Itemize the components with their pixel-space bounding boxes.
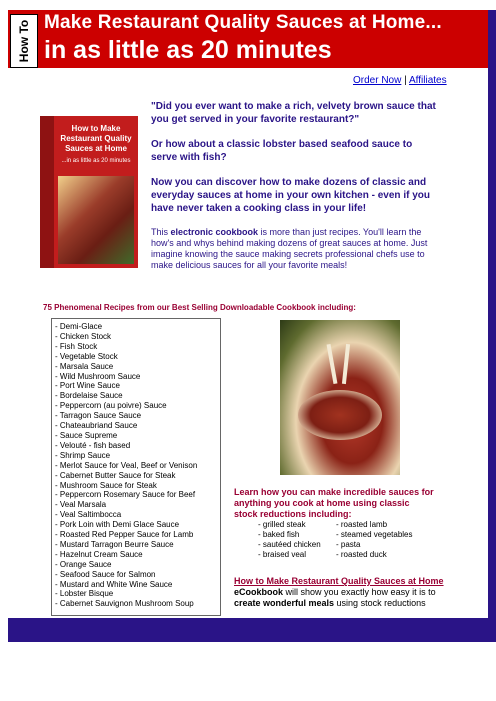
book-cover-subtitle: ...in as little as 20 minutes (61, 158, 131, 164)
how-to-badge (10, 14, 38, 68)
recipe-item: - Port Wine Sauce (55, 381, 120, 391)
bottom-border-bar (8, 618, 496, 642)
recipe-item: - Seafood Sauce for Salmon (55, 569, 156, 579)
recipe-item: - Cabernet Butter Sauce for Steak (55, 470, 176, 480)
book-cover-title: How to Make Restaurant Quality Sauces at Home (60, 124, 132, 153)
cta-text: eCookbook will show you exactly how easy it is to create wonderful meals using stock reductions (234, 587, 436, 608)
dish-example-item: - roasted duck (336, 550, 387, 559)
recipe-item: - Peppercorn Rosemary Sauce for Beef (55, 490, 196, 500)
recipe-item: - Vegetable Stock (55, 351, 118, 361)
recipe-list-box (51, 318, 221, 616)
how-to-label: How To (17, 19, 31, 63)
recipe-item: - Marsala Sauce (55, 361, 114, 371)
dish-example-item: - steamed vegetables (336, 530, 413, 539)
dish-example-item: - roasted lamb (336, 520, 388, 529)
intro-question-2: Or how about a classic lobster based seafood sauce to serve with fish? (151, 139, 413, 163)
recipe-item: - Velouté - fish based (55, 440, 131, 450)
recipe-item: - Mustard Tarragon Beurre Sauce (55, 539, 174, 549)
intro-pitch: Now you can discover how to make dozens of classic and everyday sauces at home in your own kitchen - even if you have never taken a cooking class in your life! (151, 177, 430, 214)
dish-bone (327, 344, 338, 384)
recipe-list (55, 322, 220, 609)
intro-text (151, 100, 436, 271)
dish-examples-col-1 (258, 520, 321, 560)
recipe-item: - Bordelaise Sauce (55, 391, 123, 401)
ebook-title-link[interactable]: How to Make Restaurant Quality Sauces at Home (234, 576, 444, 586)
dish-example-item: - sautéed chicken (258, 540, 321, 549)
recipes-heading: 75 Phenomenal Recipes from our Best Selling Downloadable Cookbook including: (43, 303, 356, 312)
dish-example-item: - braised veal (258, 550, 307, 559)
recipe-item: - Pork Loin with Demi Glace Sauce (55, 520, 180, 530)
dish-photo (280, 320, 400, 475)
dish-bone (342, 344, 350, 384)
headline-line-2: in as little as 20 minutes (44, 36, 332, 64)
dish-plate (298, 390, 382, 440)
recipe-item: - Demi-Glace (55, 322, 103, 331)
top-links (353, 75, 447, 86)
recipe-item: - Chateaubriand Sauce (55, 421, 138, 431)
recipe-item: - Mushroom Sauce for Steak (55, 480, 157, 490)
recipe-item: - Veal Marsala (55, 500, 107, 510)
dish-examples-col-2 (336, 520, 413, 560)
recipe-item: - Mustard and White Wine Sauce (55, 579, 173, 589)
recipe-item: - Tarragon Sauce Sauce (55, 411, 142, 421)
recipe-item: - Shrimp Sauce (55, 450, 111, 460)
book-cover-photo (58, 176, 134, 264)
dish-example-item: - grilled steak (258, 520, 306, 529)
order-now-link[interactable]: Order Now (353, 75, 402, 86)
right-border-bar (488, 10, 496, 640)
learn-heading: Learn how you can make incredible sauces for anything you cook at home using classic stock reductions including: (234, 487, 434, 519)
recipe-item: - Roasted Red Pepper Sauce for Lamb (55, 530, 194, 540)
affiliates-link[interactable]: Affiliates (408, 75, 447, 86)
recipe-item: - Hazelnut Cream Sauce (55, 549, 143, 559)
recipe-item: - Peppercorn (au poivre) Sauce (55, 401, 167, 411)
recipe-item: - Chicken Stock (55, 331, 112, 341)
recipe-item: - Sauce Supreme (55, 430, 118, 440)
link-separator: | (404, 75, 407, 86)
intro-question-1: "Did you ever want to make a rich, velvety brown sauce that you get served in your favorite restaurant?" (151, 101, 436, 125)
recipe-item: - Wild Mushroom Sauce (55, 371, 141, 381)
dish-example-item: - pasta (336, 540, 361, 549)
recipe-item: - Veal Saltimbocca (55, 510, 122, 520)
dish-example-item: - baked fish (258, 530, 300, 539)
recipe-item: - Merlot Sauce for Veal, Beef or Venison (55, 460, 198, 470)
recipe-item: - Lobster Bisque (55, 589, 114, 599)
recipe-item: - Orange Sauce (55, 559, 112, 569)
intro-description: This electronic cookbook is more than just recipes. You'll learn the how's and whys behind making dozens of great sauces at home. Just imagine knowing the sauce making secrets professional chefs use to make delicious sauces for all your favorite meals! (151, 227, 428, 270)
headline-line-1: Make Restaurant Quality Sauces at Home... (44, 12, 442, 33)
recipe-item: - Cabernet Sauvignon Mushroom Soup (55, 599, 194, 609)
ebook-cover-image (40, 116, 138, 268)
book-spine (40, 116, 54, 268)
recipe-item: - Fish Stock (55, 341, 98, 351)
